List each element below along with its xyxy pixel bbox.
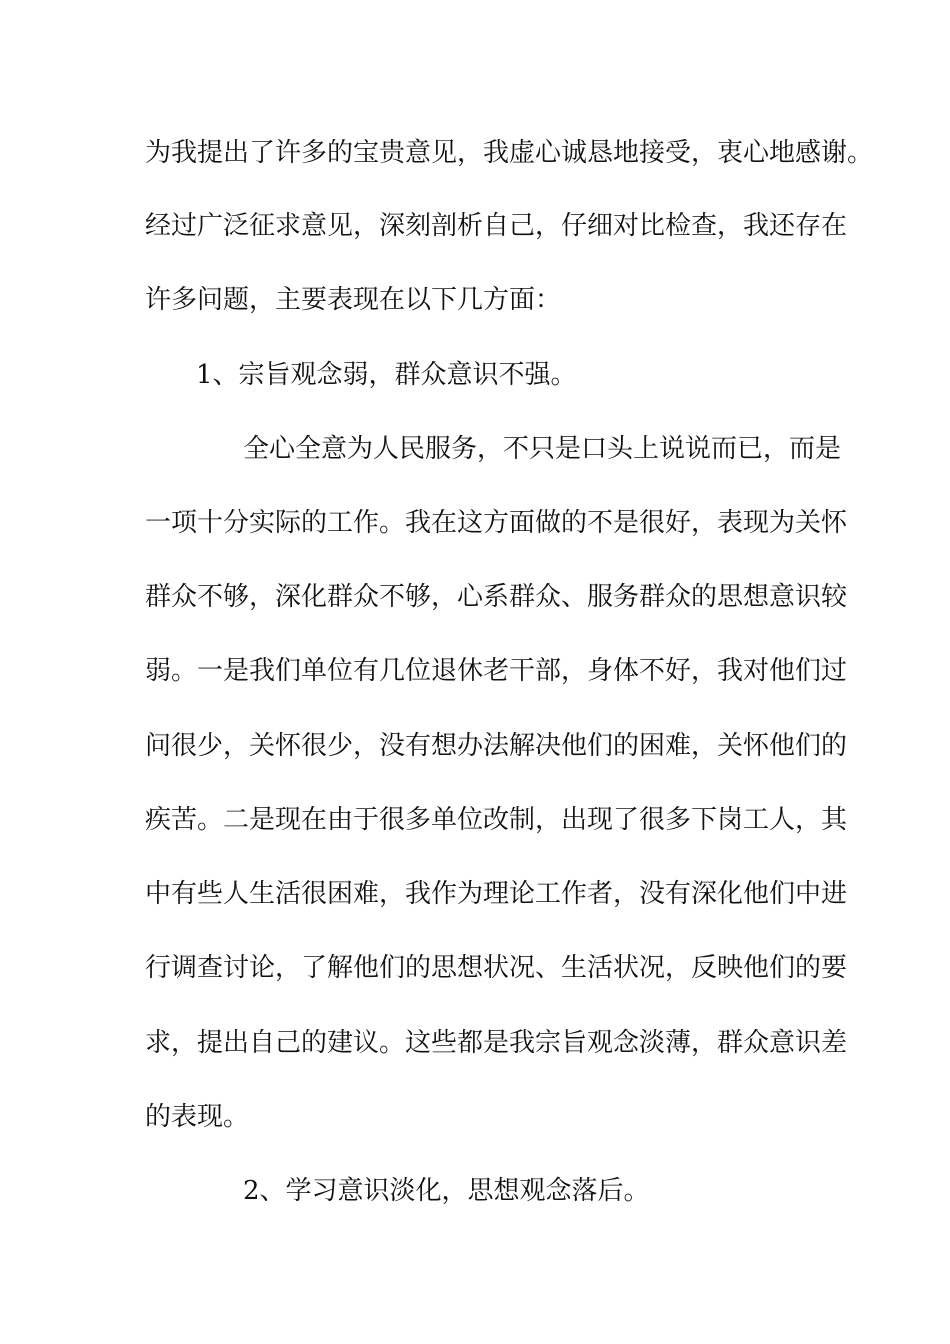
text-line-8: 弱。一是我们单位有几位退休老干部，身体不好，我对他们过 xyxy=(145,656,848,686)
text-line-3: 许多问题，主要表现在以下几方面： xyxy=(145,285,562,315)
text-line-10: 疾苦。二是现在由于很多单位改制，出现了很多下岗工人，其 xyxy=(145,805,848,835)
text-line-12: 行调查讨论，了解他们的思想状况、生活状况，反映他们的要 xyxy=(145,953,848,983)
section-heading-2: 2、学习意识淡化，思想观念落后。 xyxy=(243,1176,650,1206)
text-line-9: 问很少，关怀很少，没有想办法解决他们的困难，关怀他们的 xyxy=(145,731,848,761)
text-line-13: 求，提出自己的建议。这些都是我宗旨观念淡薄，群众意识差 xyxy=(145,1028,848,1058)
text-line-7: 群众不够，深化群众不够，心系群众、服务群众的思想意识较 xyxy=(145,582,848,612)
text-line-6: 一项十分实际的工作。我在这方面做的不是很好，表现为关怀 xyxy=(145,508,848,538)
text-line-1: 为我提出了许多的宝贵意见，我虚心诚恳地接受，衷心地感谢。 xyxy=(145,138,874,168)
text-line-2: 经过广泛征求意见，深刻剖析自己，仔细对比检查，我还存在 xyxy=(145,211,848,241)
text-line-11: 中有些人生活很困难，我作为理论工作者，没有深化他们中进 xyxy=(145,879,848,909)
text-line-14: 的表现。 xyxy=(145,1102,250,1132)
text-line-5: 全心全意为人民服务，不只是口头上说说而已，而是 xyxy=(243,434,842,464)
section-heading-1: 1、宗旨观念弱，群众意识不强。 xyxy=(196,360,577,390)
